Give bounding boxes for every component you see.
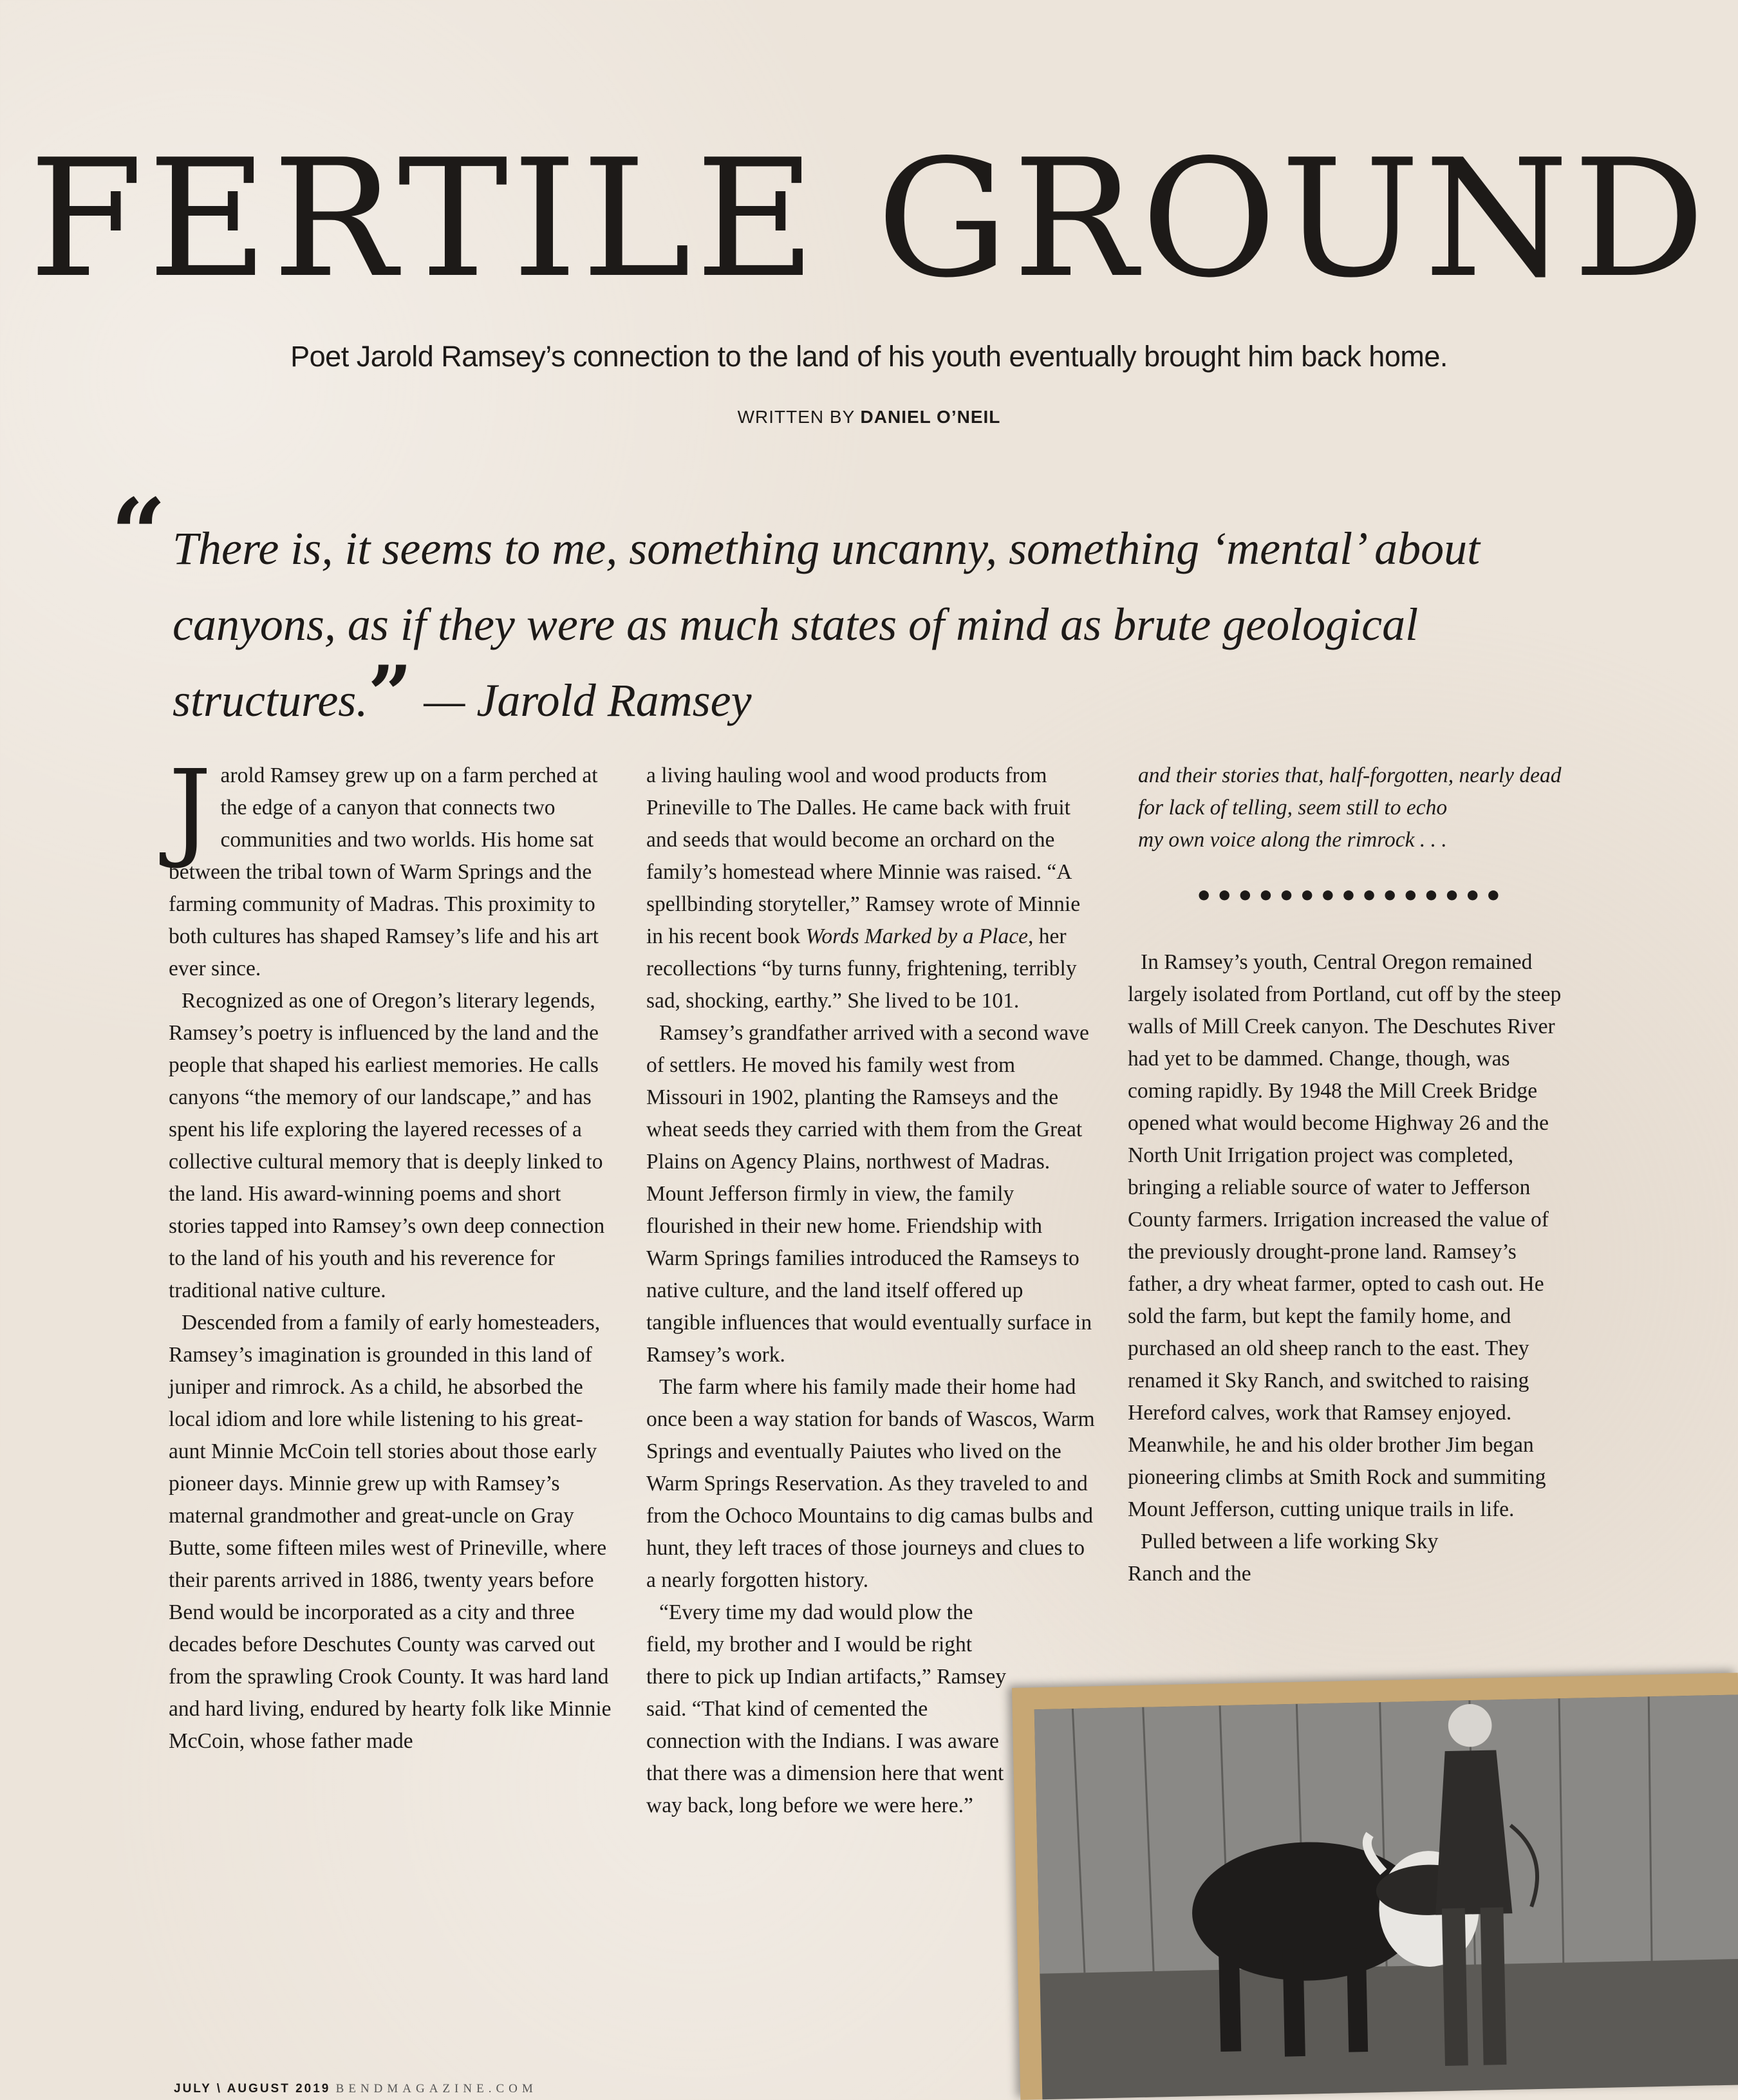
page-footer [174,2082,537,2096]
byline [0,407,1738,427]
poem-line: for lack of telling, seem still to echo [1138,796,1448,820]
poem-line: my own voice along the rimrock . . . [1138,828,1447,852]
article-title: FERTILE GROUND [28,125,1710,314]
article-column-2 [646,760,1097,1822]
paragraph: Ramsey’s grandfather arrived with a second wave of settlers. He moved his family west from Missouri in 1902, planting the Ramseys and the wheat seeds they carried with them from the Great Plains on Agency Plains, northwest of Madras. Mount Jefferson firmly in view, the family flourished in their new home. Friendship with Warm Springs families introduced the Ramseys to native culture, and the land itself offered up tangible influences that would eventually surface in Ramsey’s work. [646,1021,1092,1367]
pull-quote [173,511,1544,738]
pull-quote-close-mark: ” [368,649,413,740]
vintage-photo-frame [1012,1673,1738,2099]
photo-illustration [1034,1694,1738,2099]
paragraph: Pulled between a life working Sky Ranch and the [1128,1530,1439,1586]
magazine-site: BENDMAGAZINE.COM [335,2082,537,2095]
byline-author: DANIEL O’NEIL [860,407,1001,427]
paragraph-text: a living hauling wool and wood products from Prineville to The Dalles. He came back with fruit and seeds that would become an orchard on the family’s homestead where Minnie was raised. “A spellbinding storyteller,” Ramsey wrote of Minnie in his recent book [646,764,1081,948]
photo-boy-with-hereford-calf [1034,1694,1738,2099]
paragraph: The farm where his family made their home had once been a way station for bands of Wascos, Warm Springs and eventually Paiutes who lived on the Warm Springs Reservation. As they traveled to and from the Ochoco Mountains to dig camas bulbs and hunt, they left traces of those journeys and clues to a nearly forgotten history. [646,1375,1095,1592]
poem-excerpt [1138,760,1572,856]
paragraph: Descended from a family of early homesteaders, Ramsey’s imagination is grounded in this land of juniper and rimrock. As a child, he absorbed the local idiom and lore while listening to his great-aunt Minnie McCoin tell stories about those early pioneer days. Minnie grew up with Ramsey’s maternal grandmother and great-uncle on Gray Butte, some fifteen miles west of Prineville, where their parents arrived in 1886, twenty years before Bend would be incorporated as a city and three decades before Deschutes County was carved out from the sprawling Crook County. It was hard land and hard living, endured by hearty folk like Minnie McCoin, whose father made [169,1311,612,1753]
drop-cap: J [169,747,212,872]
section-divider: ••••••••••••••• [1195,880,1505,913]
paragraph-text: , her recollections “by turns funny, frightening, terribly sad, shocking, earthy.” She lived to be 101. [646,924,1077,1013]
pull-quote-text: There is, it seems to me, something uncanny, something ‘mental’ about canyons, as if they were as much states of mind as brute geological structures. [173,523,1481,726]
paragraph: Recognized as one of Oregon’s literary legends, Ramsey’s poetry is influenced by the land and the people that shaped his earliest memories. He calls canyons “the memory of our landscape,” and has spent his life exploring the layered recesses of a collective cultural memory that is deeply linked to the land. His award-winning poems and short stories tapped into Ramsey’s own deep connection to the land of his youth and his reverence for traditional native culture. [169,989,605,1302]
poem-line: and their stories that, half-forgotten, nearly dead [1138,764,1562,787]
paragraph: In Ramsey’s youth, Central Oregon remained largely isolated from Portland, cut off by the steep walls of Mill Creek canyon. The Deschutes River had yet to be dammed. Change, though, was coming rapidly. By 1948 the Mill Creek Bridge opened what would become Highway 26 and the North Unit Irrigation project was completed, bringing a reliable source of water to Jefferson County farmers. Irrigation increased the value of the previously drought-prone land. Ramsey’s father, a dry wheat farmer, opted to cash out. He sold the farm, but kept the family home, and purchased an old sheep ranch to the east. They renamed it Sky Ranch, and switched to raising Hereford calves, work that Ramsey enjoyed. Meanwhile, he and his older brother Jim began pioneering climbs at Smith Rock and summiting Mount Jefferson, cutting unique trails in life. [1128,950,1562,1521]
article-column-3 [1128,760,1572,1590]
issue-date: JULY \ AUGUST 2019 [174,2082,331,2095]
paragraph-text: arold Ramsey grew up on a farm perched at the edge of a canyon that connects two communities and two worlds. His home sat between the tribal town of Warm Springs and the farming community of Madras. This proximity to both cultures has shaped Ramsey’s life and his art ever since. [169,764,599,980]
paragraph [169,747,613,985]
book-title: Words Marked by a Place [805,924,1028,948]
byline-prefix: WRITTEN BY [737,407,855,427]
paragraph: “Every time my dad would plow the field, my brother and I would be right there to pick up Indian artifacts,” Ramsey said. “That kind of cemented the connection with the Indians. I was aware that there was a dimension here that went way back, long before we were here.” [646,1600,1007,1817]
article-subtitle: Poet Jarold Ramsey’s connection to the land of his youth eventually brought him back home. [290,340,1448,373]
article-column-1 [169,747,613,1758]
pull-quote-open-mark: “ [111,478,167,591]
pull-quote-attribution: — Jarold Ramsey [412,675,752,726]
paragraph [646,760,1097,1017]
